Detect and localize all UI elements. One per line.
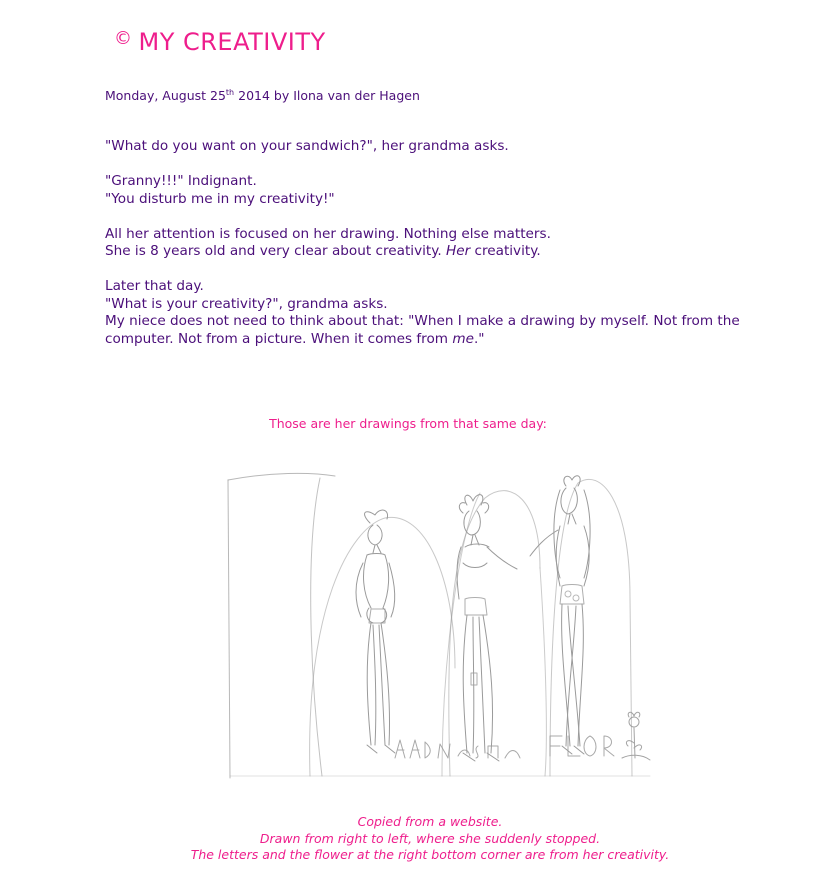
- pencil-drawing-image: [210, 458, 660, 786]
- story-line: She is 8 years old and very clear about creativity.: [105, 243, 446, 259]
- page-title-text: MY CREATIVITY: [138, 28, 326, 56]
- byline-author: 2014 by Ilona van der Hagen: [234, 88, 420, 104]
- caption-line: The letters and the flower at the right bottom corner are from her creativity.: [190, 847, 670, 862]
- post-byline: [105, 88, 420, 103]
- story-paragraph: [105, 173, 765, 208]
- story-paragraph: [105, 226, 765, 261]
- story-line: .": [473, 330, 485, 347]
- story-paragraph: [105, 278, 765, 348]
- story-emphasis: me: [452, 330, 474, 347]
- byline-date-suffix: th: [225, 88, 235, 97]
- story-line: "Granny!!!" Indignant.: [105, 173, 257, 189]
- story-line: My niece does not need to think about that: "When I make a drawing by myself. Not from the computer. Not from a picture. When it comes from: [105, 313, 740, 347]
- byline-date: Monday, August 25: [105, 88, 226, 104]
- story-line: creativity.: [470, 243, 541, 259]
- copyright-symbol: ©: [114, 28, 133, 49]
- story-line: "What is your creativity?", grandma asks.: [105, 295, 388, 312]
- drawing-lettering: FLOR: [574, 754, 577, 755]
- story-line: "You disturb me in my creativity!": [105, 190, 335, 207]
- story-body: [105, 138, 765, 366]
- caption-line: Copied from a website.: [357, 814, 503, 829]
- story-paragraph: "What do you want on your sandwich?", her grandma asks.: [105, 138, 509, 154]
- story-line: All her attention is focused on her drawing. Nothing else matters.: [105, 225, 551, 242]
- story-emphasis: Her: [445, 243, 471, 259]
- page-title: [114, 28, 326, 56]
- drawing-caption: [0, 814, 816, 864]
- story-line: Later that day.: [105, 278, 204, 294]
- caption-line: Drawn from right to left, where she suddenly stopped.: [259, 830, 601, 846]
- drawing-intro: Those are her drawings from that same day:: [269, 416, 547, 431]
